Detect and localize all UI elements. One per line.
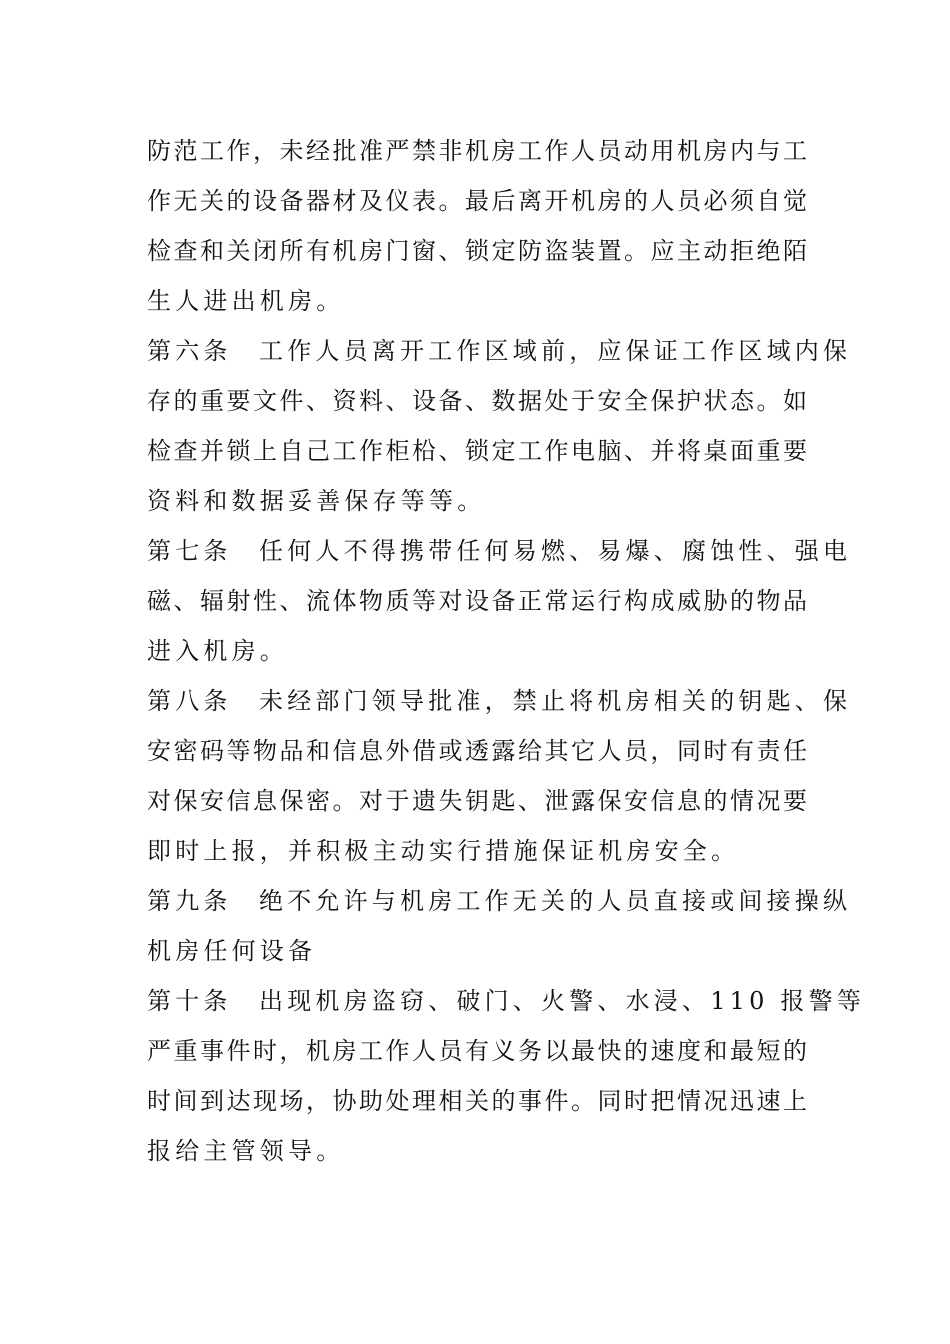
article-label: 第九条 bbox=[147, 887, 232, 915]
article-6-first-line bbox=[147, 326, 852, 376]
paragraph-line: 检查并锁上自己工作柜柗、锁定工作电脑、并将桌面重要 bbox=[147, 437, 807, 465]
paragraph-line: 检查和关闭所有机房门窗、锁定防盗装置。应主动拒绝陌 bbox=[147, 237, 807, 265]
paragraph-line: 存的重要文件、资料、设备、数据处于安全保护状态。如 bbox=[147, 387, 807, 415]
article-8-first-line bbox=[147, 676, 852, 726]
article-text: 任何人不得携带任何易燃、易爆、腐蚀性、强电 bbox=[259, 537, 852, 565]
paragraph-line: 作无关的设备器材及仪表。最后离开机房的人员必须自觉 bbox=[147, 187, 807, 215]
article-text: 工作人员离开工作区域前，应保证工作区域内保 bbox=[259, 337, 852, 365]
paragraph-line: 即时上报，并积极主动实行措施保证机房安全。 bbox=[147, 837, 740, 865]
article-label: 第六条 bbox=[147, 337, 232, 365]
article-7-first-line bbox=[147, 526, 852, 576]
paragraph-line: 报给主管领导。 bbox=[147, 1137, 345, 1165]
paragraph-line: 磁、辐射性、流体物质等对设备正常运行构成威胁的物品 bbox=[147, 587, 807, 615]
article-text: 绝不允许与机房工作无关的人员直接或间接操纵 bbox=[259, 887, 852, 915]
paragraph-line: 进入机房。 bbox=[147, 637, 288, 665]
paragraph-line: 安密码等物品和信息外借或透露给其它人员，同时有责任 bbox=[147, 737, 807, 765]
paragraph-line: 防范工作，未经批准严禁非机房工作人员动用机房内与工 bbox=[147, 137, 807, 165]
paragraph-line: 严重事件时，机房工作人员有义务以最快的速度和最短的 bbox=[147, 1037, 807, 1065]
article-10-first-line bbox=[147, 976, 866, 1026]
paragraph-line: 资料和数据妥善保存等等。 bbox=[147, 487, 486, 515]
paragraph-line: 时间到达现场，协助处理相关的事件。同时把情况迅速上 bbox=[147, 1087, 807, 1115]
article-label: 第七条 bbox=[147, 537, 232, 565]
article-label: 第十条 bbox=[147, 987, 232, 1015]
article-text: 未经部门领导批准，禁止将机房相关的钥匙、保 bbox=[259, 687, 852, 715]
article-9-first-line bbox=[147, 876, 852, 926]
article-text: 出现机房盗窃、破门、火警、水浸、110 报警等 bbox=[259, 987, 866, 1015]
paragraph-line: 对保安信息保密。对于遗失钥匙、泄露保安信息的情况要 bbox=[147, 787, 807, 815]
paragraph-line: 机房任何设备 bbox=[147, 937, 317, 965]
article-label: 第八条 bbox=[147, 687, 232, 715]
paragraph-line: 生人进出机房。 bbox=[147, 287, 345, 315]
